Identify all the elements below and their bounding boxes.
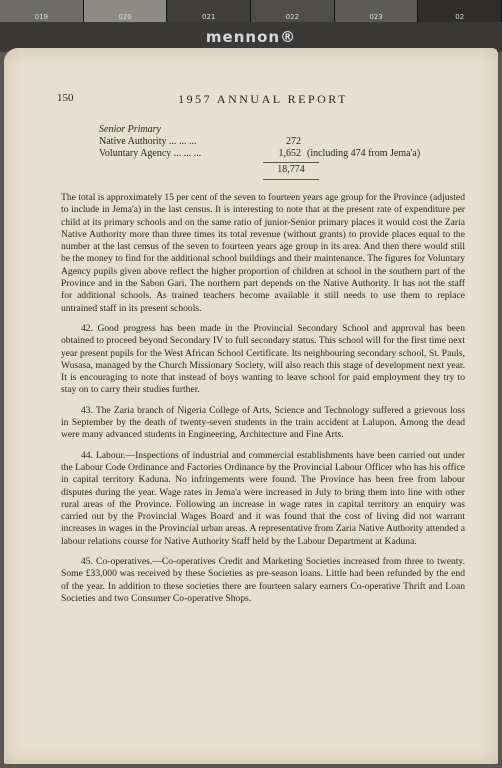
document-page [4, 48, 498, 764]
brand-logo-text: mennon® [205, 28, 297, 46]
table-row [99, 136, 465, 148]
body-paragraph: The total is approximately 15 per cent of the seven to fourteen years age group for the Province (adjusted to include in Jema'a) in the last census. It is interesting to note that at the present rate of expenditure per child at its primary schools and on the same ratio of junior-Senior primary places it would cost the Zaria Native Authority more than three times its total revenue (without grants) to provide places equal to the number at the last census of the seven to fourteen years age group in its area. And then there would still be the money to find for the additional school buildings and their maintenance. The figures for Voluntary Agency pupils given above reflect the higher proportion of children at school in the southern part of the Province and in the Sabon Gari. The northern part depends on the Native Authority. It has not the staff for additional schools. As trained teachers become available it still needs to use them to replace untrained staff in its present schools. [61, 192, 465, 314]
table-total-block [263, 162, 319, 180]
body-paragraph: 45. Co-operatives.—Co-operatives Credit and Marketing Societies increased from three to twenty. Some £33,000 was received by these Societies as pre-season loans. Little had been refunded by the end of the year. In addition to these societies there are fourteen salary earners Co-operative Thrift and Loan Societies and two Consumer Co-operative Shops. [61, 556, 465, 604]
total-rule [263, 179, 319, 180]
color-calibration-strip [0, 0, 502, 22]
table-row-value: 272 [286, 136, 301, 147]
patch-label: 02 [455, 13, 465, 21]
calibration-patch [167, 0, 251, 22]
page-content [57, 92, 465, 613]
table-row [99, 148, 465, 160]
table-row-value: 1,652 [278, 148, 301, 159]
body-paragraph: 43. The Zaria branch of Nigeria College of Arts, Science and Technology suffered a grievous loss in September by the death of twenty-seven students in the train accident at Lalupon. Among the dead were many advanced students in Engineering, Architecture and Fine Arts. [61, 404, 465, 441]
patch-label: 021 [201, 13, 216, 21]
calibration-patch [251, 0, 335, 22]
patch-label: 019 [34, 13, 49, 21]
table-row-label: Voluntary Agency ... ... ... [99, 148, 202, 159]
calibration-patch [418, 0, 502, 22]
calibration-patch [84, 0, 168, 22]
table-total: 18,774 [277, 164, 305, 175]
patch-label: 020 [118, 13, 132, 21]
body-paragraph: 44. Labour.—Inspections of industrial and commercial establishments have been carried out under the Labour Code Ordinance and Factories Ordinance by the Provincial Labour Officer who has his office in capital territory Kaduna. No infringements were found. The Province has been free from labour disputes during the year. Wage rates in Jema'a were increased in July to bring them into line with other rural areas of the Province. Following an increase in wage rates in capital territory an enquiry was carried out by the Provincial Wages Board and it was found that the cost of living did not warrant increases in wages in the Provincial urban areas. A representative from Zaria Native Authority attended a labour relations course for Native Authority Staff held by the Labour Department at Kaduna. [61, 449, 465, 547]
patch-label: 022 [285, 13, 300, 21]
patch-label: 023 [369, 13, 383, 21]
page-header [57, 92, 465, 110]
enrolment-table [99, 124, 465, 180]
calibration-patch [335, 0, 419, 22]
page-number: 150 [57, 92, 74, 104]
calibration-patch [0, 0, 84, 22]
table-row-label: Native Authority ... ... ... [99, 136, 197, 147]
body-paragraph: 42. Good progress has been made in the Provincial Secondary School and approval has been obtained to proceed beyond Secondary IV to full secondary status. This school will for the first time next year present pupils for the West African School Certificate. Its neighbouring secondary school, St. Pauls, Wusasa, managed by the Church Missionary Society, will also reach this stage of development next year. It is encouraging to note that instead of boys wanting to leave school for paid employment they try to stay on to carry their studies further. [61, 322, 465, 396]
table-heading: Senior Primary [99, 124, 161, 135]
page-title: 1957 ANNUAL REPORT [178, 92, 348, 106]
table-row-note: (including 474 from Jema'a) [307, 148, 421, 159]
